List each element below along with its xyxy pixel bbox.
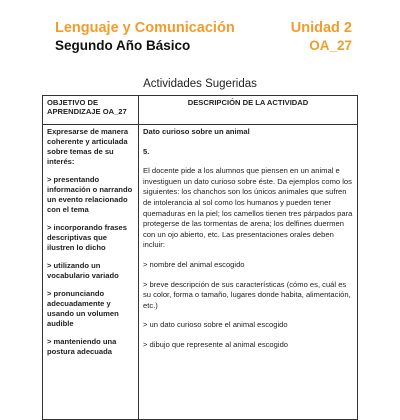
subject-title: Lenguaje y Comunicación: [55, 20, 235, 36]
activity-bullet: > nombre del animal escogido: [143, 259, 245, 269]
level-title: Segundo Año Básico: [55, 38, 191, 53]
objective-item: > presentando información o narrando un evento relacionado con el tema: [47, 175, 133, 214]
header-row-2: [55, 37, 352, 54]
objective-item: > pronunciando adecuadamente y usando un volumen audible: [47, 289, 119, 328]
activity-text: El docente pide a los alumnos que piensen en un animal e investiguen un dato curioso sobre éste. Da ejemplos como los siguientes: los chanchos son los únicos animales que sufren de intolerancia al sol como los humanos y pueden tener quemaduras en la piel; los camellos tienen tres párpados para protegerse de las tormentas de arena; los delfines duermen con un ojo abierto, etc. Las presentaciones orales deben incluir:: [143, 166, 353, 250]
activity-bullet: > un dato curioso sobre el animal escogido: [143, 320, 288, 330]
description-header: DESCRIPCIÓN DE LA ACTIVIDAD: [139, 96, 358, 125]
oa-label: OA_27: [309, 38, 352, 53]
objective-header: OBJETIVO DE APRENDIZAJE OA_27: [43, 96, 139, 125]
objective-item: Expresarse de manera coherente y articulada sobre temas de su interés:: [47, 127, 129, 166]
objectives-cell: [43, 125, 139, 420]
activity-bullet: > breve descripción de sus características (cómo es, cuál es su color, forma o tamaño, lugares donde habita, alimentación, etc.): [143, 279, 351, 310]
activities-table: [42, 95, 358, 420]
activity-cell: [139, 125, 358, 420]
document-header: [55, 20, 352, 54]
activity-number: 5.: [143, 146, 150, 156]
table-row: [43, 125, 358, 420]
table-header-row: [43, 96, 358, 125]
objective-item: > incorporando frases descriptivas que ilustren lo dicho: [47, 223, 127, 252]
objective-item: > manteniendo una postura adecuada: [47, 337, 117, 356]
activity-title: Dato curioso sobre un animal: [143, 127, 250, 136]
activity-bullet: > dibujo que represente al animal escogido: [143, 339, 289, 349]
unit-label: Unidad 2: [290, 20, 352, 36]
section-title: Actividades Sugeridas: [143, 78, 257, 90]
header-row-1: [55, 20, 352, 37]
objective-item: > utilizando un vocabulario variado: [47, 261, 119, 280]
